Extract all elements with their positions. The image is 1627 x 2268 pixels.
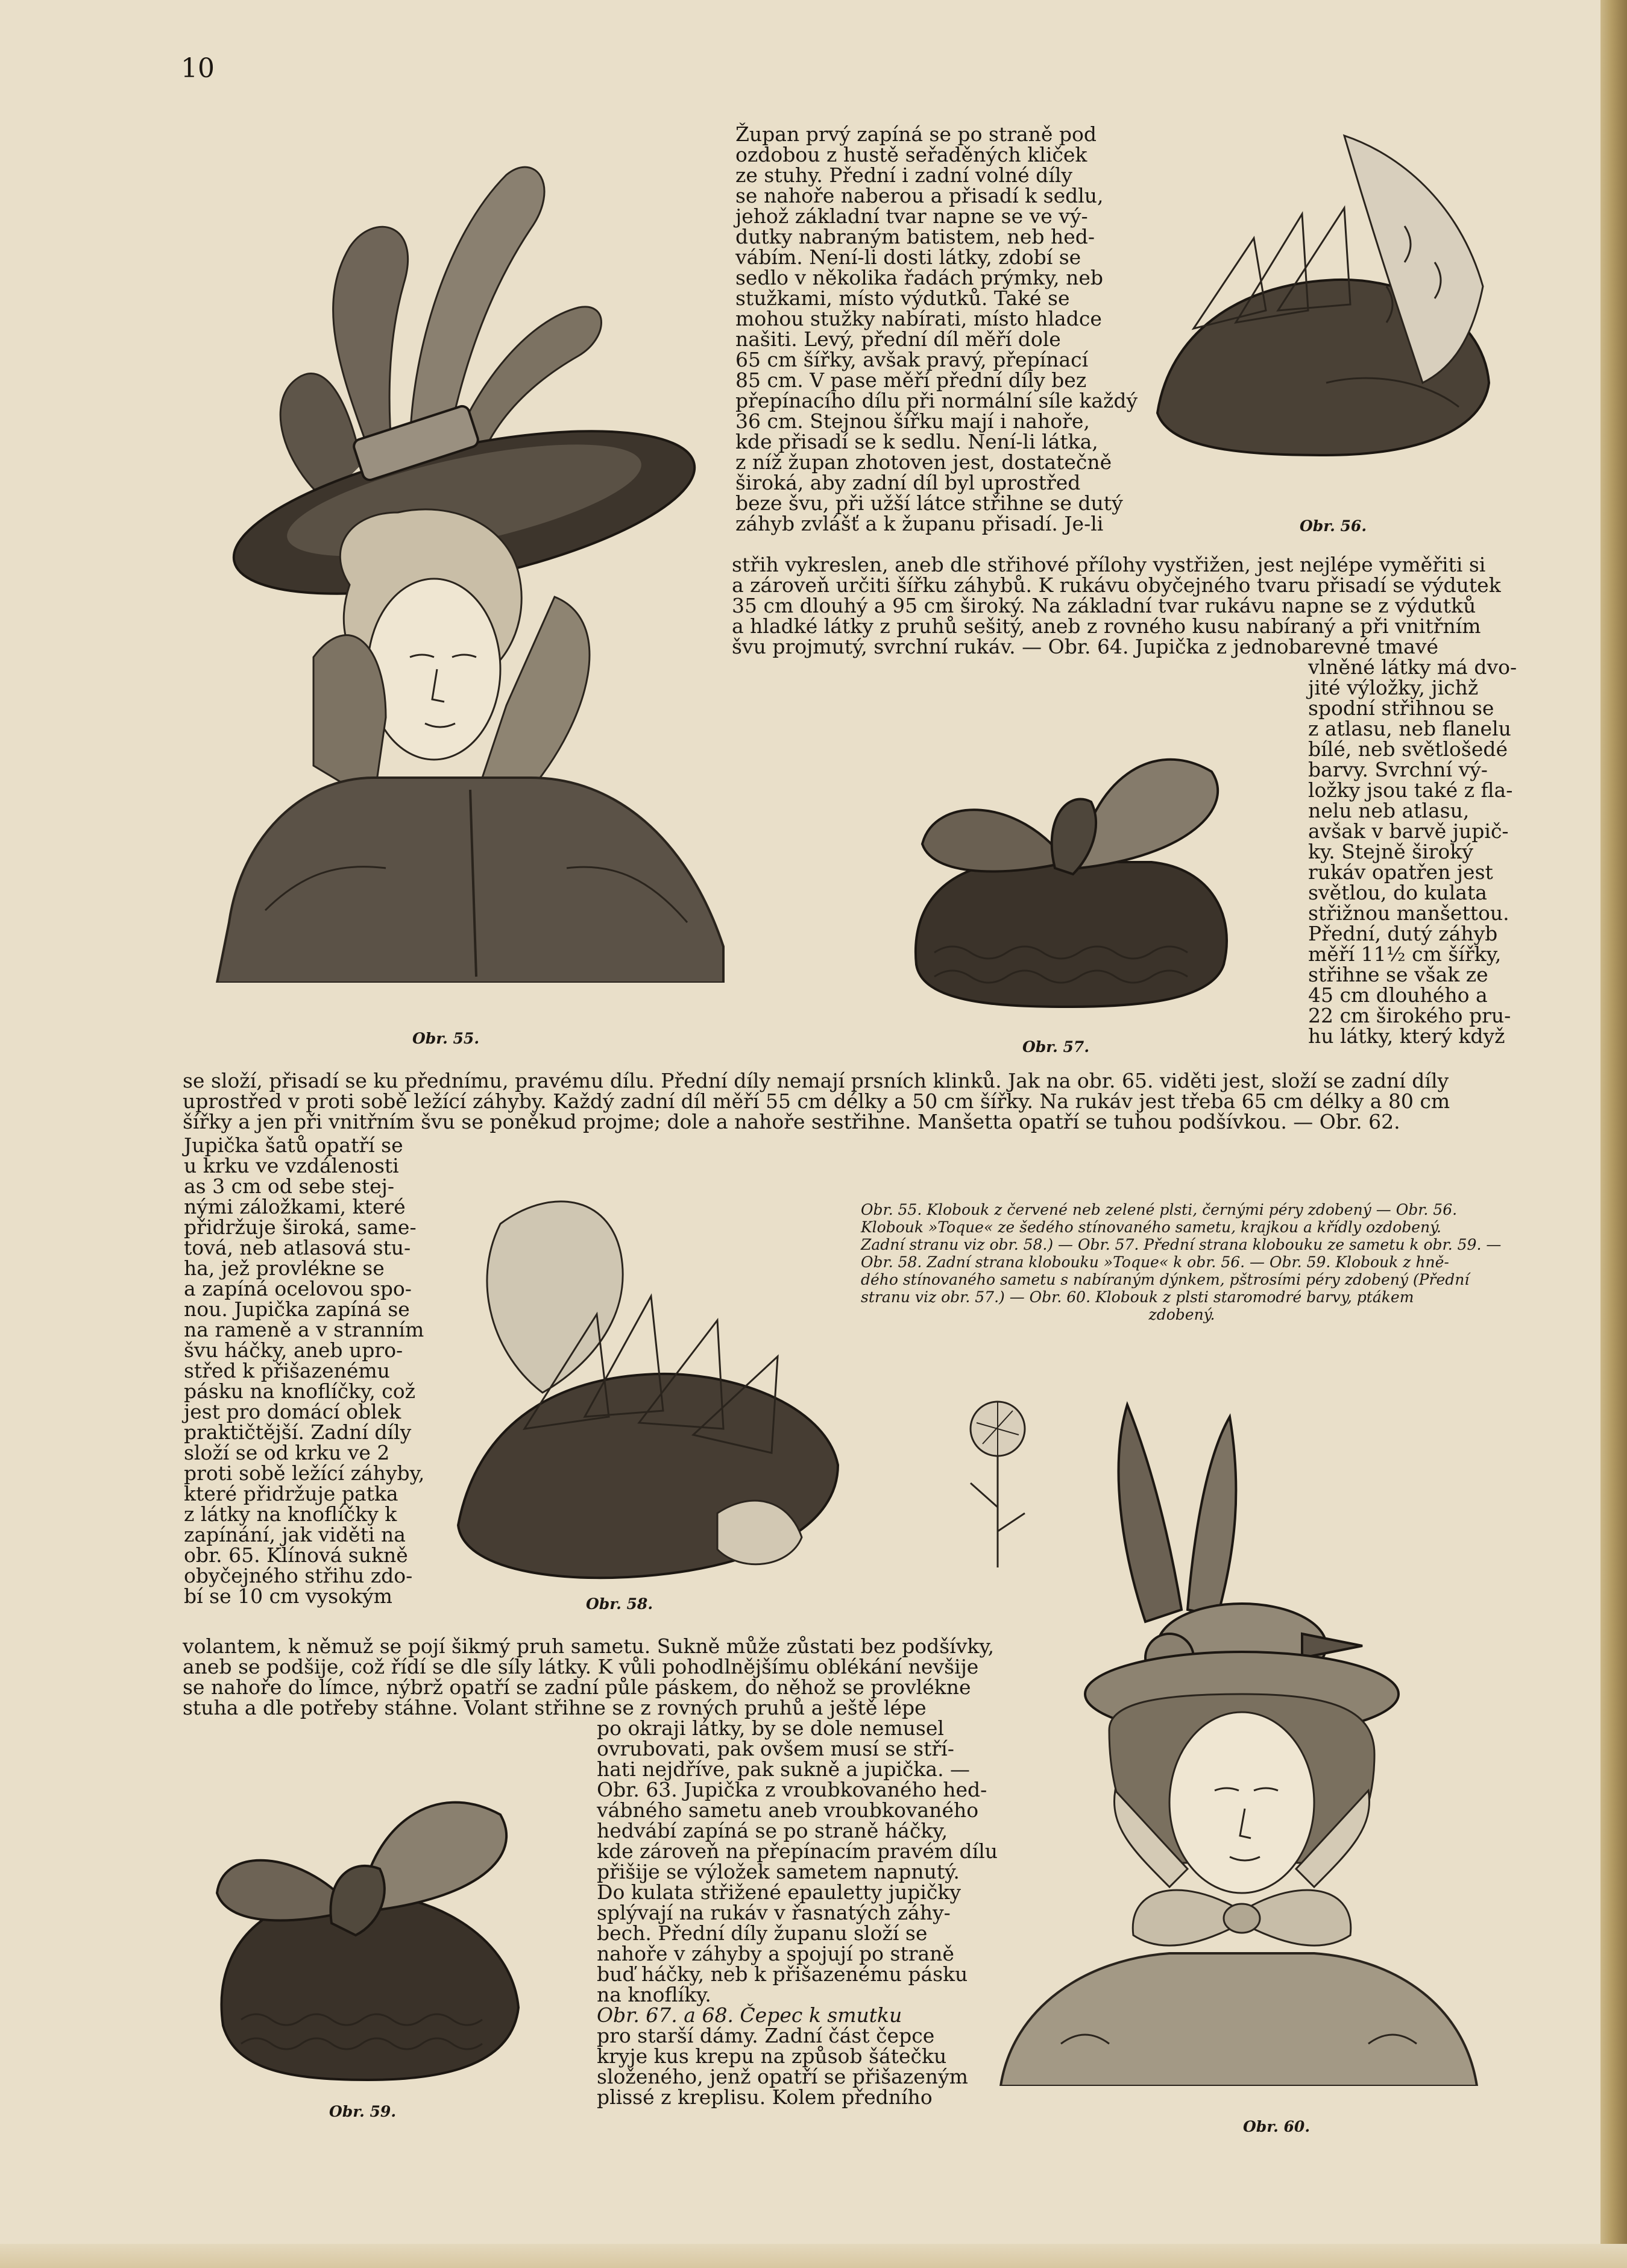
figure-label-fig56: Obr. 56. [1300, 517, 1367, 535]
illustration-fig58 [452, 1176, 850, 1598]
fig60-bodice [1001, 1953, 1477, 2086]
fig57-bow [922, 760, 1218, 874]
page-edge [1600, 0, 1627, 2268]
figure-caption-block: Obr. 55. Klobouk z červené neb zelené plsti, černými péry zdobený — Obr. 56. Klobouk »Toque« ze šedého stínovaného sametu, krajkou a křídly ozdobený. Zadní stranu viz obr. 58.) — Obr. 57. Přední strana klobouku ze sametu k obr. 59. — Obr. 58. Zadní strana klobouku »Toque« k obr. 56. — Obr. 59. Klobouk z hně- dého stínovaného sametu s nabíraným dýnkem, pštrosími péry zdobený (Přední stranu viz obr. 57.) — Obr. 60. Klobouk z plsti staromodré barvy, ptákem zdobený. [861, 1201, 1502, 1323]
text-wide-block-1: střih vykreslen, aneb dle střihové přílohy vystřižen, jest nejlépe vyměřiti si a zároveň určiti šířku záhybů. K rukávu obyčejného tvaru přisadí se výdutek 35 cm dlouhý a 95 cm široký. Na základní tvar rukávu napne se z výdutků a hladké látky z pruhů sešitý, aneb z rovného kusu nabíraný a při vnitřním švu projmutý, svrchní rukáv. — Obr. 64. Jupička z jednobarevné tmavé [732, 553, 1501, 658]
illustration-fig57 [898, 723, 1248, 1013]
illustration-fig59 [199, 1748, 537, 2086]
fig60-face [1169, 1712, 1314, 1893]
fig60-bird [1119, 1405, 1362, 1688]
text-column-right-top: Župan prvý zapíná se po straně pod ozdobou z hustě seřaděných kliček ze stuhy. Přední i zadní volné díly se nahoře naberou a přisadí k sedlu, jehož základní tvar napne se ve vý- dutky nabraným batistem, neb hed- vábím. Není-li dosti látky, zdobí se sedlo v několika řadách prýmky, neb stužkami, místo výdutků. Také se mohou stužky nabírati, místo hladce našiti. Levý, přední díl měří dole 65 cm šířky, avšak pravý, přepínací 85 cm. V pase měří přední díly bez přepínacího dílu při normální síle každý 36 cm. Stejnou šířku mají i nahoře, kde přisadí se k sedlu. Není-li látka, z níž župan zhotoven jest, dostatečně široká, aby zadní díl byl uprostřed beze švu, při užší látce střihne se dutý záhyb zvlášť a k županu přisadí. Je-li [735, 122, 1138, 535]
figure-label-fig60: Obr. 60. [1243, 2118, 1311, 2135]
fig59-bow [217, 1803, 506, 1935]
figure-label-fig59: Obr. 59. [329, 2103, 397, 2120]
figure-label-fig55: Obr. 55. [412, 1030, 480, 1047]
illustration-fig55 [193, 127, 747, 983]
text-narrow-right: vlněné látky má dvo- jité výložky, jichž spodní střihnou se z atlasu, neb flanelu bílé, neb světlošedé barvy. Svrchní vý- ložky jsou také z fla- nelu neb atlasu, avšak v barvě jupič- ky. Stejně široký rukáv opatřen jest světlou, do kulata střižnou manšettou. Přední, dutý záhyb měří 11½ cm šířky, střihne se však ze 45 cm dlouhého a 22 cm širokého pru- hu látky, který když [1308, 655, 1517, 1048]
illustration-fig60 [989, 1393, 1489, 2086]
illustration-fig56 [1145, 130, 1501, 467]
figure-label-fig58: Obr. 58. [586, 1595, 653, 1613]
text-column-left-mid: Jupička šatů opatří se u krku ve vzdálenosti as 3 cm od sebe stej- nými záložkami, které přidržuje široká, samе- tová, neb atlasová stu- ha, jež provlékne se a zapíná ocelovou spo- nou. Jupička zapíná se na rameně a v stranním švu háčky, aneb upro- střed k přišazenému pásku na knoflíčky, což jest pro domácí oblek praktičtější. Zadní díly složí se od krku ve 2 proti sobě ležící záhyby, které přidržuje patka z látky na knoflíčky k zapínání, jak viděti na obr. 65. Klínová sukně obyčejného střihu zdo- bí se 10 cm vysokým [184, 1133, 425, 1608]
text-wide-block-2: se složí, přisadí se ku přednímu, pravému dílu. Přední díly nemají prsních klinků. Jak na obr. 65. viděti jest, složí se zadní díly uprostřed v proti sobě ležící záhyby. Každý zadní díl měří 55 cm délky a 50 cm šířky. Na rukáv jest třeba 65 cm délky a 80 cm šířky a jen při vnitřním švu se poněkud projme; dole a nahoře sestřihne. Manšetta opatří se tuhou podšívkou. — Obr. 62. [183, 1069, 1450, 1133]
page-bottom-edge [0, 2244, 1627, 2268]
text-wide-block-3: volantem, k němuž se pojí šikmý pruh sametu. Sukně může zůstati bez podšívky, aneb se podšije, což řídí se dle síly látky. K vůli pohodlnějšímu oblékání nevšije se nahoře do límce, nýbrž opatří se zadní půle páskem, do něhož se provlékne stuha a dle potřeby stáhne. Volant střihne se z rovných pruhů a ještě lépe [183, 1634, 995, 1719]
page-number: 10 [181, 53, 215, 84]
text-column-mid-bottom: po okraji látky, by se dole nemusel ovrubovati, pak ovšem musí se stří- hati nejdříve, pak sukně a jupička. — Obr. 63. Jupička z vroubkovaného hed- vábného sametu aneb vroubkovaného hedvábí zapíná se po straně háčky, kde zároveň na přepínacím pravém dílu přišije se výložek sametem napnutý. Do kulata střižené epauletty jupičky splývají na rukáv v řasnatých záhy- bech. Přední díly županu složí se nahoře v záhyby a spojují po straně buď háčky, neb k přišazenému pásku na knoflíky. Obr. 67. a 68. Čepec k smutku pro starší dámy. Zadní část čepce kryje kus krepu na způsob šátečku složeného, jenž opatří se přišazeným plissé z kreplisu. Kolem předního [597, 1716, 998, 2109]
figure-label-fig57: Obr. 57. [1022, 1038, 1090, 1056]
